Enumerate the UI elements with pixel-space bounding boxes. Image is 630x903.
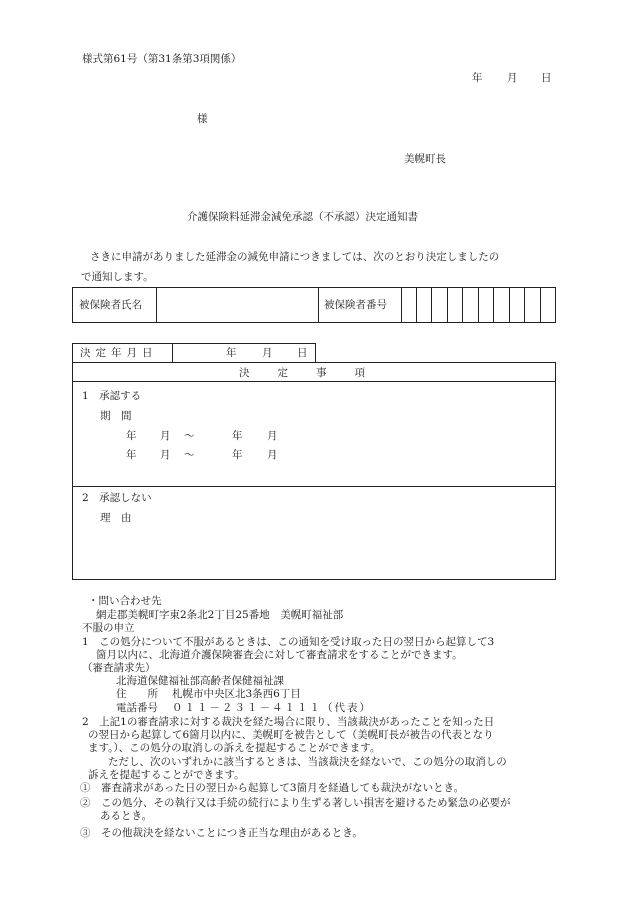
appeal-condition-1: ① 審査請求があった日の翌日から起算して3箇月を経過しても裁決がないとき。 <box>80 782 465 794</box>
approve-label: 1 承認する <box>82 390 142 402</box>
contact-heading: ・問い合わせ先 <box>88 595 162 607</box>
contact-address: 網走郡美幌町字東2条北2丁目25番地 美幌町福祉部 <box>96 609 344 621</box>
appeal-destination-org: 北海道保健福祉部高齢者保健福祉課 <box>116 675 284 687</box>
decision-date-year: 年 <box>226 347 237 359</box>
period-row-2-month-from: 月 <box>160 449 171 461</box>
appeal-condition-2-line-2: あるとき。 <box>100 810 153 822</box>
period-row-1-month-from: 月 <box>160 430 171 442</box>
intro-line-2: で通知します。 <box>81 271 154 283</box>
form-number: 様式第61号（第31条第3項関係） <box>82 53 242 65</box>
period-row-2-month-to: 月 <box>267 449 278 461</box>
reason-label: 理 由 <box>100 512 132 524</box>
period-row-2-tilde: ～ <box>184 449 195 461</box>
appeal-p2-line-1: 2 上記1の審査請求に対する裁決を経た場合に限り、当該裁決があったことを知った日 <box>82 716 495 728</box>
period-row-1-year-to: 年 <box>232 430 243 442</box>
appeal-p3-line-1: ただし、次のいずれかに該当するときは、当該裁決を経ないで、この処分の取消しの <box>108 756 507 768</box>
decision-matters-label: 決定事項 <box>239 367 393 379</box>
appeal-condition-3: ③ その他裁決を経ないことにつき正当な理由があるとき。 <box>80 827 363 839</box>
appeal-destination-address-label: 住 所 <box>116 688 158 700</box>
deny-label: 2 承認しない <box>82 492 152 504</box>
date-month: 月 <box>507 72 518 84</box>
appeal-p1-line-1: 1 この処分について不服があるときは、この通知を受け取った日の翌日から起算して3 <box>82 636 495 648</box>
date-day: 日 <box>541 72 552 84</box>
period-row-2-year-from: 年 <box>126 449 137 461</box>
decision-date-label: 決定年月日 <box>80 347 158 359</box>
period-row-1-tilde: ～ <box>184 430 195 442</box>
period-row-2-year-to: 年 <box>232 449 243 461</box>
insured-table <box>72 287 556 323</box>
issuer-name: 美幌町長 <box>404 153 446 165</box>
period-row-1-year-from: 年 <box>126 430 137 442</box>
decision-date-month: 月 <box>262 347 273 359</box>
appeal-heading: 不服の申立 <box>82 622 135 634</box>
date-year: 年 <box>472 72 483 84</box>
appeal-destination-address: 札幌市中央区北3条西6丁目 <box>172 688 301 700</box>
appeal-condition-2-line-1: ② この処分、その執行又は手続の続行により生ずる著しい損害を避けるため緊急の必要が <box>80 797 511 809</box>
decision-matters-table <box>72 362 556 580</box>
period-row-1-month-to: 月 <box>267 430 278 442</box>
appeal-destination-heading: （審査請求先） <box>82 662 156 674</box>
appeal-p3-line-2: 訴えを提起することができます。 <box>88 769 245 781</box>
appeal-p1-line-2: 箇月以内に、北海道介護保険審査会に対して審査請求をすることができます。 <box>96 649 463 661</box>
appeal-destination-tel: ０１１－２３１－４１１１（代表） <box>172 702 372 714</box>
document-title: 介護保険料延滞金減免承認（不承認）決定通知書 <box>187 211 418 223</box>
insured-number-label: 被保険者番号 <box>324 299 387 311</box>
period-label: 期 間 <box>100 410 132 422</box>
insured-name-label: 被保険者氏名 <box>79 299 142 311</box>
intro-line-1: さきに申請がありました延滞金の減免申請につきましては、次のとおり決定しましたの <box>90 251 500 263</box>
appeal-p2-line-2: の翌日から起算して6箇月以内に、美幌町を被告として（美幌町長が被告の代表となり <box>88 729 494 741</box>
appeal-p2-line-3: ます。）、この処分の取消しの訴えを提起することができます。 <box>88 742 381 754</box>
decision-date-day: 日 <box>297 347 308 359</box>
appeal-destination-tel-label: 電話番号 <box>116 702 158 714</box>
addressee-suffix: 様 <box>197 113 208 125</box>
